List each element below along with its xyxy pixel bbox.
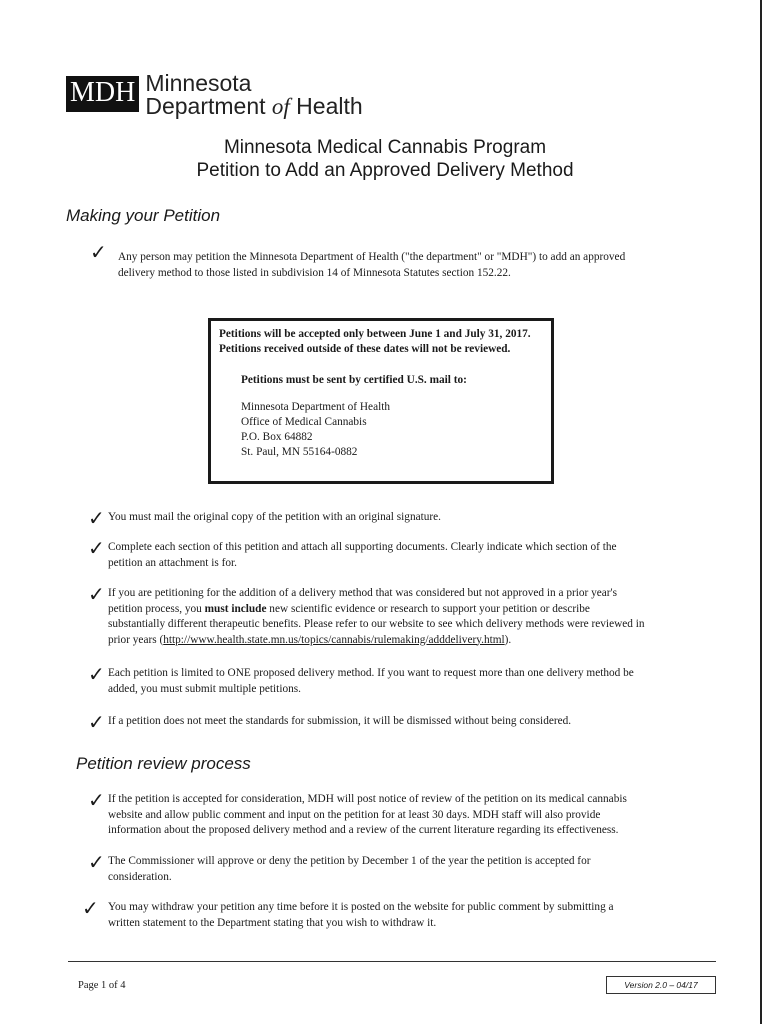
page-number: Page 1 of 4 (78, 980, 126, 991)
logo-line1: Minnesota (145, 70, 252, 96)
mdh-logo (66, 72, 363, 119)
b3-must-include: must include (204, 602, 267, 615)
b3-line2-b: new scientific evidence or research to support your petition or describe (266, 602, 590, 615)
bullet-one-method (108, 666, 634, 697)
logo-of: of (271, 94, 290, 119)
bullet-dismissed: If a petition does not meet the standards for submission, it will be dismissed without being considered. (108, 715, 572, 727)
r3-line2: written statement to the Department stating that you wish to withdraw it. (108, 916, 437, 929)
intro-line2: delivery method to those listed in subdivision 14 of Minnesota Statutes section 152.22. (118, 266, 511, 279)
logo-text (145, 72, 362, 119)
address-line3: P.O. Box 64882 (241, 431, 313, 443)
review-withdraw (108, 900, 614, 931)
document-subtitle: Petition to Add an Approved Delivery Method (196, 160, 574, 181)
checkmark-icon: ✓ (90, 240, 107, 264)
b2-line1: Complete each section of this petition and attach all supporting documents. Clearly indicate which section of the (108, 541, 617, 553)
b4-line1: Each petition is limited to ONE proposed delivery method. If you want to request more than one delivery method be (108, 667, 634, 679)
checkmark-icon: ✓ (88, 506, 105, 530)
adddelivery-link[interactable]: http://www.health.state.mn.us/topics/cannabis/rulemaking/adddelivery.html (163, 633, 505, 646)
r3-line1: You may withdraw your petition any time before it is posted on the website for public comment by submitting a (108, 901, 614, 913)
r1-line1: If the petition is accepted for consideration, MDH will post notice of review of the petition on its medical cannabis (108, 793, 627, 805)
logo-dept: Department (145, 93, 272, 119)
logo-health: Health (289, 93, 363, 119)
r2-line2: consideration. (108, 870, 172, 883)
making-petition-heading: Making your Petition (66, 206, 221, 225)
b2-line2: petition an attachment is for. (108, 556, 237, 569)
logo-line2 (145, 94, 362, 119)
r1-line2: website and allow public comment and input on the petition for at least 30 days. MDH staff will also provide (108, 808, 601, 821)
bullet-complete-sections (108, 540, 617, 571)
review-commissioner (108, 854, 590, 885)
b3-line4-b: ). (504, 633, 512, 646)
b3-line3: substantially different therapeutic benefits. Please refer to our website to see which delivery methods were reviewed in (108, 618, 645, 630)
submission-notice-box (208, 318, 554, 484)
checkmark-icon: ✓ (88, 536, 105, 560)
b3-line2 (108, 602, 645, 618)
intro-line1: Any person may petition the Minnesota Department of Health ("the department" or "MDH") to add an approved (118, 251, 626, 263)
checkmark-icon: ✓ (88, 582, 105, 606)
bullet-prior-year (108, 586, 645, 648)
checkmark-icon: ✓ (88, 788, 105, 812)
b4-line2: added, you must submit multiple petitions. (108, 682, 301, 695)
version-label: Version 2.0 – 04/17 (606, 976, 716, 994)
notice-outside-dates: Petitions received outside of these dates will not be reviewed. (219, 343, 511, 355)
b3-line2-a: petition process, you (108, 602, 205, 615)
document-title: Minnesota Medical Cannabis Program (223, 137, 547, 158)
notice-dates: Petitions will be accepted only between June 1 and July 31, 2017. (219, 328, 531, 340)
bullet-original-signature: You must mail the original copy of the petition with an original signature. (108, 511, 442, 523)
address-line1: Minnesota Department of Health (241, 401, 391, 413)
intro-paragraph (118, 250, 625, 281)
mail-label: Petitions must be sent by certified U.S. mail to: (241, 374, 467, 386)
checkmark-icon: ✓ (82, 896, 99, 920)
checkmark-icon: ✓ (88, 662, 105, 686)
checkmark-icon: ✓ (88, 850, 105, 874)
logo-abbrev: MDH (66, 76, 139, 112)
review-accepted (108, 792, 627, 839)
footer-divider (68, 961, 716, 962)
r2-line1: The Commissioner will approve or deny the petition by December 1 of the year the petition is accepted for (108, 855, 591, 867)
b3-line1: If you are petitioning for the addition of a delivery method that was considered but not approved in a prior year's (108, 587, 617, 599)
address-line2: Office of Medical Cannabis (241, 416, 367, 428)
address-line4: St. Paul, MN 55164-0882 (241, 446, 358, 458)
b3-line4 (108, 633, 645, 649)
review-process-heading: Petition review process (76, 754, 251, 773)
b3-line4-a: prior years ( (108, 633, 164, 646)
checkmark-icon: ✓ (88, 710, 105, 734)
r1-line3: information about the proposed delivery method and a review of the current literature regarding its effectiveness. (108, 824, 619, 836)
